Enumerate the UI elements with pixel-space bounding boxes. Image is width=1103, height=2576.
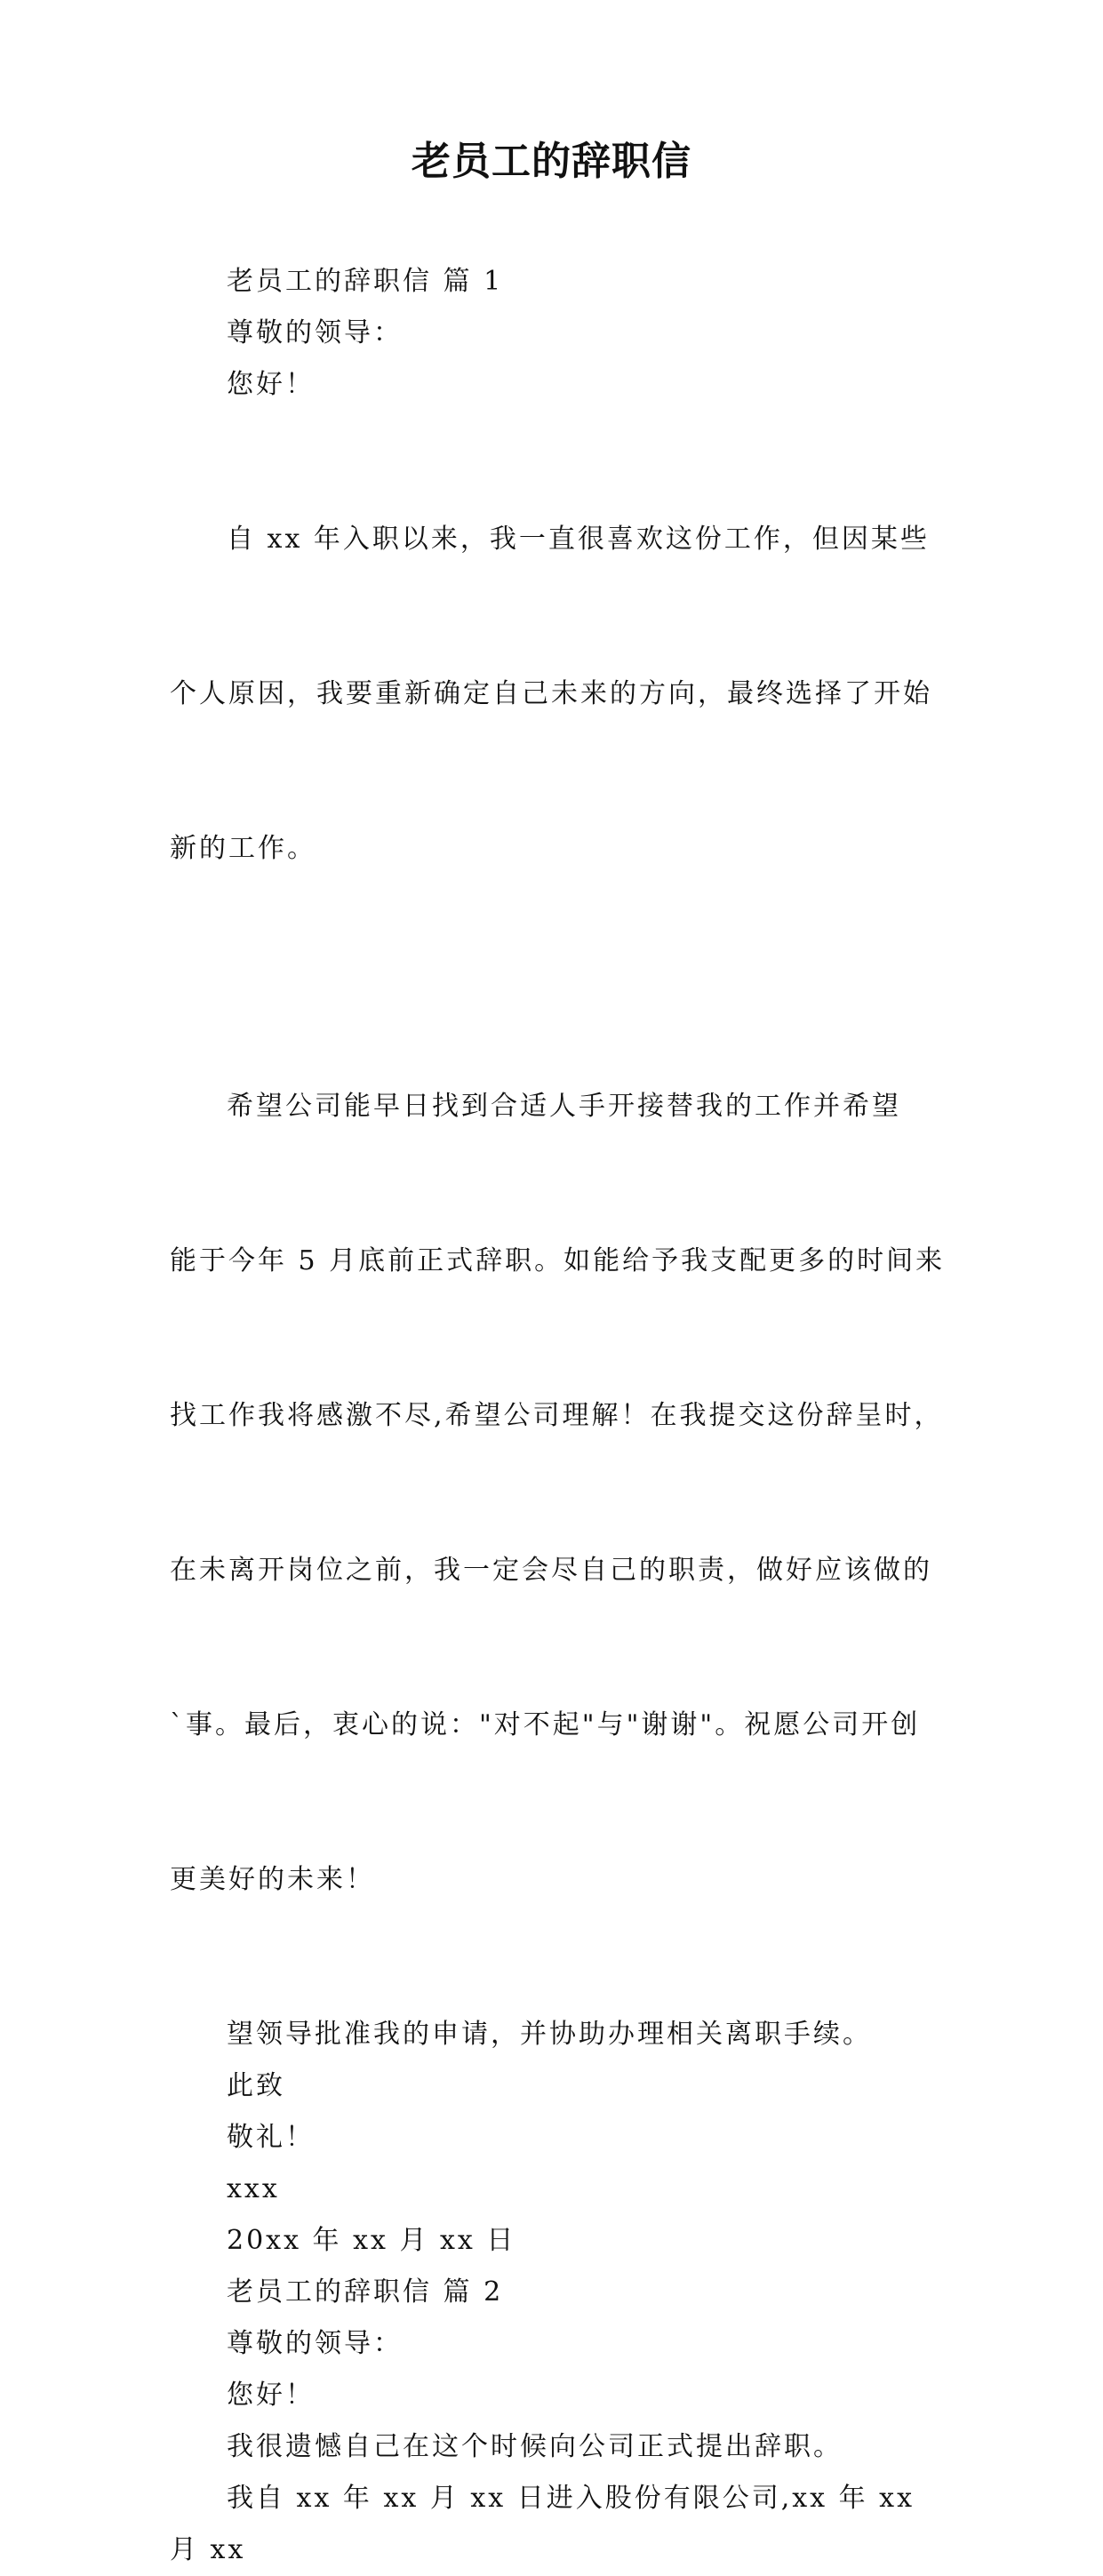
paragraph-line: 希望公司能早日找到合适人手开接替我的工作并希望: [227, 1091, 901, 1122]
letter2-salutation: 尊敬的领导：: [227, 2328, 403, 2359]
letter1-closing-2: 敬礼！: [227, 2122, 315, 2153]
letter2-heading: 老员工的辞职信 篇 2: [227, 2276, 504, 2308]
letter2-greeting: 您好！: [227, 2380, 315, 2411]
letter1-closing-1: 此致: [227, 2070, 285, 2101]
letter1-greeting: 您好！: [227, 369, 315, 400]
paragraph-line: 新的工作。: [170, 833, 316, 864]
document-body: [170, 256, 946, 2576]
paragraph-line: 自 xx 年入职以来，我一直很喜欢这份工作，但因某些: [227, 524, 930, 555]
letter1-salutation: 尊敬的领导：: [227, 317, 403, 348]
letter1-paragraph-1: [170, 411, 934, 978]
letter1-request: 望领导批准我的申请，并协助办理相关离职手续。: [227, 2019, 872, 2050]
letter1-paragraph-2: [170, 978, 946, 2009]
paragraph-line: 找工作我将感激不尽,希望公司理解！在我提交这份辞呈时，: [170, 1400, 944, 1431]
paragraph-line: 能于今年 5 月底前正式辞职。如能给予我支配更多的时间来: [170, 1245, 946, 1276]
document-title: 老员工的辞职信: [412, 139, 691, 184]
letter2-paragraph-1: 我很遗憾自己在这个时候向公司正式提出辞职。: [227, 2431, 843, 2462]
paragraph-line: 更美好的未来！: [170, 1864, 375, 1895]
letter1-date: 20xx 年 xx 月 xx 日: [227, 2225, 516, 2256]
paragraph-line: 个人原因，我要重新确定自己未来的方向，最终选择了开始: [170, 678, 932, 709]
paragraph-line: 在未离开岗位之前，我一定会尽自己的职责，做好应该做的: [170, 1555, 932, 1586]
letter1-signature: xxx: [227, 2173, 280, 2204]
letter2-paragraph-2: 我自 xx 年 xx 月 xx 日进入股份有限公司,xx 年 xx 月 xx: [170, 2483, 926, 2565]
letter1-heading: 老员工的辞职信 篇 1: [227, 266, 504, 297]
paragraph-line: `事。最后，衷心的说："对不起"与"谢谢"。祝愿公司开创: [170, 1709, 921, 1740]
